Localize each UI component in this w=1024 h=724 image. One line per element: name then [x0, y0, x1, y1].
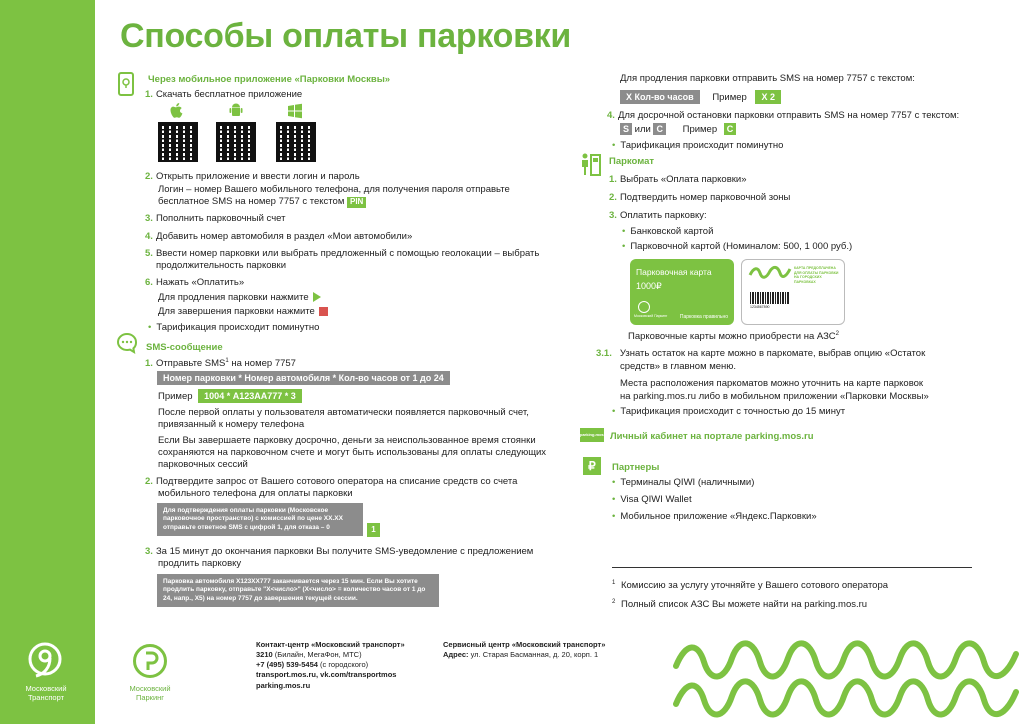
sms-para-1b: привязанный к номеру телефона	[158, 419, 305, 430]
decorative-wave-pattern	[672, 636, 1024, 724]
mobile-step-5: 5. Ввести номер парковки или выбрать предложенный с помощью геолокации – выбрать	[145, 248, 540, 259]
parking-p-icon	[136, 647, 164, 675]
mobile-step-6: 6. Нажать «Оплатить»	[145, 277, 245, 288]
meter-location-1: Места расположения паркоматов можно уточнить на карте парковок	[620, 378, 924, 389]
sms-chat-icon	[116, 332, 138, 359]
card-logo-icon	[638, 301, 650, 313]
meter-billing-note: • Тарификация происходит с точностью до 15 минут	[612, 406, 845, 419]
extend-example-code: Х 2	[755, 90, 781, 104]
cards-caption: Парковочные карты можно приобрести на АЗС$^2$	[628, 331, 839, 343]
mobile-app-icon	[118, 72, 134, 96]
service-center-block: Сервисный центр «Московский транспорт» Адрес: ул. Старая Басманная, д. 20, корп. 1	[443, 640, 606, 660]
mobile-app-heading: Через мобильное приложение «Парковки Москвы»	[148, 74, 391, 85]
mobile-billing-note: • Тарификация происходит поминутно	[148, 322, 319, 335]
contact-links[interactable]: transport.mos.ru, vk.com/transportmos	[256, 670, 397, 680]
barcode	[750, 292, 790, 304]
sms-para-1a: После первой оплаты у пользователя автоматически появляется парковочный счет,	[158, 407, 529, 418]
card-footer: Парковка правильно	[679, 314, 728, 321]
stop-code-c: С	[653, 123, 666, 135]
extend-code-bar: Х Кол-во часов	[620, 90, 700, 104]
card-title: Парковочная карта	[636, 267, 712, 277]
parking-meter-icon	[580, 152, 602, 181]
sms-para-2c: парковочных сессий	[158, 459, 248, 470]
cabinet-heading: Личный кабинет на портале parking.mos.ru	[610, 431, 814, 442]
sms-billing-note: • Тарификация происходит поминутно	[612, 140, 783, 153]
sms-format-bar: Номер парковки * Номер автомобиля * Кол-во часов от 1 до 24	[157, 371, 450, 386]
sms-example-code: 1004 * А123АА777 * 3	[198, 389, 302, 403]
qr-code-windows[interactable]	[276, 122, 316, 162]
mobile-step-1: 1. Скачать бесплатное приложение	[145, 89, 303, 100]
sms-heading: SMS-сообщение	[146, 342, 223, 353]
sms-para-2b: сохраняются на парковочном счете и могут быть использованы для оплаты следующих	[158, 447, 547, 458]
transport-logo-text: Московский Транспорт	[25, 684, 67, 703]
partner-item-yandex: • Мобильное приложение «Яндекс.Парковки»	[612, 511, 817, 524]
ruble-icon: ₽	[583, 457, 601, 475]
sms-step-3: 3. За 15 минут до окончания парковки Вы получите SMS-уведомление с предложением	[145, 546, 534, 557]
finish-instruction: Для завершения парковки нажмите	[158, 306, 328, 319]
login-note-1: Логин – номер Вашего мобильного телефона, для получения пароля отправьте	[158, 184, 510, 195]
mobile-step-4: 4. Добавить номер автомобиля в раздел «Мои автомобили»	[145, 231, 413, 242]
parking-card-white: КАРТА ПРЕДОПЛАЧЕНА ДЛЯ ОПЛАТЫ ПАРКОВКИ НА ГОРОДСКИХ ПАРКОВКАХ 1234567890	[741, 259, 845, 325]
partner-item-qiwi-wallet: • Visa QIWI Wallet	[612, 494, 692, 507]
extend-sms-text: Для продления парковки отправить SMS на номер 7757 с текстом:	[620, 73, 915, 84]
parking-card-green: Парковочная карта 1000₽ Московский Паркинг Парковка правильно	[630, 259, 734, 325]
footnote-ref-2: 2	[835, 331, 839, 337]
meter-bank-card: • Банковской картой	[622, 226, 713, 239]
cabinet-browser-icon: parking.mos.ru	[580, 428, 604, 442]
extend-instruction: Для продления парковки нажмите	[158, 292, 321, 305]
partner-item-qiwi-terminals: • Терминалы QIWI (наличными)	[612, 477, 754, 490]
apple-icon[interactable]	[170, 103, 184, 124]
pin-code-badge: PIN	[347, 197, 366, 208]
footnote-1: $^1$ Комиссию за услугу уточняйте у Вашего сотового оператора	[612, 580, 889, 592]
transport-logo-icon	[22, 642, 68, 684]
meter-step-1: 1. Выбрать «Оплата парковки»	[609, 174, 747, 185]
green-sidebar	[0, 0, 95, 724]
mobile-step-2: 2. Открыть приложение и ввести логин и пароль	[145, 171, 360, 182]
qr-code-ios[interactable]	[158, 122, 198, 162]
footnote-2: $^2$ Полный список АЗС Вы можете найти на parking.mos.ru	[612, 599, 868, 611]
footnote-divider	[612, 567, 972, 568]
stop-sms-row: S или С Пример С	[620, 123, 736, 137]
operator-sms-bubble: Для подтверждения оплаты парковки (Московское парковочное пространство) с комиссией по цене ХХ.ХХ отправьте ответное SMS с цифрой 1, для отказа – 0	[157, 503, 363, 536]
parking-logo-text: Московский Паркинг	[129, 684, 171, 703]
stop-example-code: С	[724, 123, 737, 135]
notification-sms-bubble: Парковка автомобиля Х123ХХ777 заканчивается через 15 мин. Если Вы хотите продлить парковку, отправьте "Х<число>" (Х<число> = количество часов от 1 до 24, напр., Х5) на номер 7757 до завершения текущей сессии.	[157, 574, 439, 607]
stop-icon	[319, 307, 328, 316]
stop-code-s: S	[620, 123, 632, 135]
transport-logo	[22, 642, 68, 689]
sms-step-3-cont: продлить парковку	[158, 558, 242, 569]
meter-step-2: 2. Подтвердить номер парковочной зоны	[609, 192, 791, 203]
meter-location-2: на parking.mos.ru либо в мобильном приложении «Парковки Москвы»	[620, 391, 929, 402]
meter-step-31: 3.1. Узнать остаток на карте можно в паркомате, выбрав опцию «Остаток	[596, 348, 926, 359]
sms-step-1: 1. Отправьте SMS$^1$ на номер 7757	[145, 358, 296, 370]
mobile-step-3: 3. Пополнить парковочный счет	[145, 213, 286, 224]
page-title: Способы оплаты парковки	[120, 17, 571, 55]
extend-sms-row: Х Кол-во часов Пример Х 2	[620, 90, 781, 105]
service-center-heading: Сервисный центр «Московский транспорт»	[443, 640, 606, 649]
sms-para-2a: Если Вы завершаете парковку досрочно, деньги за неиспользованное время стоянки	[158, 435, 536, 446]
partners-heading: Партнеры	[612, 462, 660, 473]
footnote-ref-1: 1	[225, 358, 229, 364]
meter-step-31-cont: средств» в главном меню.	[620, 361, 737, 372]
contact-center-heading: Контакт-центр «Московский транспорт»	[256, 640, 405, 649]
windows-icon[interactable]	[287, 103, 303, 124]
qr-code-android[interactable]	[216, 122, 256, 162]
login-note-2: бесплатное SMS на номер 7757 с текстом PIN	[158, 196, 366, 209]
card-wave-icon	[748, 265, 792, 279]
sms-step-4: 4. Для досрочной остановки парковки отправить SMS на номер 7757 с текстом:	[607, 110, 960, 121]
contact-center-block: Контакт-центр «Московский транспорт» 3210 (Билайн, МегаФон, МТС) +7 (495) 539-5454 (с городского) transport.mos.ru, vk.com/transportmos parking.mos.ru	[256, 640, 405, 690]
sms-step-2: 2. Подтвердите запрос от Вашего сотового оператора на списание средств со счета	[145, 476, 518, 487]
meter-parking-card: • Парковочной картой (Номиналом: 500, 1 000 руб.)	[622, 241, 852, 254]
android-icon[interactable]	[228, 103, 244, 124]
mobile-step-5-cont: продолжительность парковки	[156, 260, 287, 271]
meter-step-3: 3. Оплатить парковку:	[609, 210, 707, 221]
play-icon	[313, 292, 321, 302]
parking-logo-icon	[133, 644, 167, 678]
reply-sms-bubble: 1	[367, 523, 380, 537]
contact-site[interactable]: parking.mos.ru	[256, 680, 311, 690]
sms-step-2-cont: мобильного телефона для оплаты парковки	[158, 488, 353, 499]
parking-meter-heading: Паркомат	[609, 156, 655, 167]
card-value: 1000₽	[636, 281, 662, 291]
sms-example: Пример 1004 * А123АА777 * 3	[158, 389, 302, 404]
